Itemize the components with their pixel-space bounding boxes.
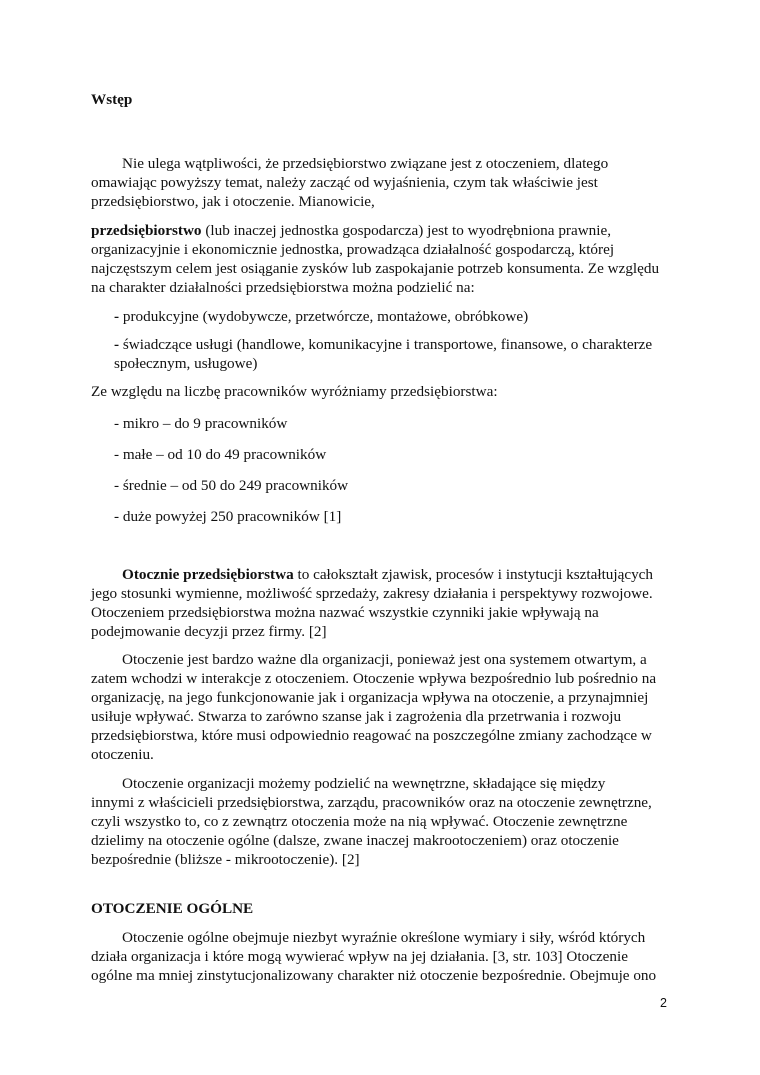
definition-line [91, 221, 611, 240]
size-item: - mikro – do 9 pracowników [114, 415, 288, 432]
bullet-text: świadczące usługi (handlowe, komunikacyjne i transportowe, finansowe, o charakterze [119, 336, 653, 353]
text-line: podejmowanie decyzji przez firmy. [2] [91, 623, 327, 640]
text-line: organizacyjnie i ekonomicznie jednostka, prowadząca działalność gospodarczą, której [91, 241, 615, 258]
activity-bullet-1 [114, 307, 528, 326]
size-item: - średnie – od 50 do 249 pracowników [114, 477, 349, 494]
definition-line [91, 565, 653, 584]
bullet-text: produkcyjne (wydobywcze, przetwórcze, montażowe, obróbkowe) [119, 308, 529, 325]
bullet-marker: - [114, 308, 120, 325]
text-line: społecznym, usługowe) [114, 355, 258, 372]
text-line: dzielimy na otoczenie ogólne (dalsze, zwane inaczej makrootoczeniem) oraz otoczenie [91, 832, 619, 849]
definition-rest: to całokształt zjawisk, procesów i instytucji kształtujących [293, 566, 654, 583]
bullet-marker: - [114, 336, 120, 353]
text-line: organizację, na jego funkcjonowanie jak i organizacja wpływa na otoczenie, a przynajmniej [91, 689, 649, 706]
text-line: zatem wchodzi w interakcje z otoczeniem. Otoczenie wpływa bezpośrednio lub pośrednio na [91, 670, 657, 687]
text-line: przedsiębiorstwa, które musi odpowiednio reagować na poszczególne zmiany zachodzące w [91, 727, 652, 744]
definition-term: Otocznie przedsiębiorstwa [122, 566, 294, 583]
text-line: Nie ulega wątpliwości, że przedsiębiorstwo związane jest z otoczeniem, dlatego [122, 155, 609, 172]
text-line: najczęstszym celem jest osiąganie zysków lub zaspokajanie potrzeb konsumenta. Ze względu [91, 260, 660, 277]
text-line: czyli wszystko to, co z zewnątrz otoczenia może na nią wpływać. Otoczenie zewnętrzne [91, 813, 628, 830]
text-line: usiłuje wpływać. Stwarza to zarówno szanse jak i zagrożenia dla przetrwania i rozwoju [91, 708, 622, 725]
text-line: ogólne ma mniej zinstytucjonalizowany charakter niż otoczenie bezpośrednie. Obejmuje ono [91, 967, 657, 984]
text-line: Otoczenie ogólne obejmuje niezbyt wyraźnie określone wymiary i siły, wśród których [122, 929, 646, 946]
section-heading-intro: Wstęp [91, 91, 133, 108]
text-line: innymi z właścicieli przedsiębiorstwa, zarządu, pracowników oraz na otoczenie zewnętrzne, [91, 794, 652, 811]
text-line: Otoczenie jest bardzo ważne dla organizacji, ponieważ jest ona systemem otwartym, a [122, 651, 647, 668]
text-line: Ze względu na liczbę pracowników wyróżniamy przedsiębiorstwa: [91, 383, 498, 400]
text-line: Otoczenie organizacji możemy podzielić na wewnętrzne, składające się między [122, 775, 606, 792]
text-line: otoczeniu. [91, 746, 154, 763]
text-line: omawiając powyższy temat, należy zacząć od wyjaśnienia, czym tak właściwie jest [91, 174, 598, 191]
activity-bullet-2 [114, 335, 652, 354]
definition-rest: (lub inaczej jednostka gospodarcza) jest to wyodrębniona prawnie, [201, 222, 612, 239]
definition-term: przedsiębiorstwo [91, 222, 202, 239]
size-item: - małe – od 10 do 49 pracowników [114, 446, 327, 463]
text-line: na charakter działalności przedsiębiorstwa można podzielić na: [91, 279, 475, 296]
page-number: 2 [660, 996, 667, 1010]
text-line: przedsiębiorstwo, jak i otoczenie. Mianowicie, [91, 193, 375, 210]
text-line: bezpośrednie (bliższe - mikrootoczenie). [2] [91, 851, 360, 868]
section-heading-general: OTOCZENIE OGÓLNE [91, 900, 254, 917]
text-line: jego stosunki wymienne, możliwość sprzedaży, zakresy działania i perspektywy rozwojowe. [91, 585, 653, 602]
size-item: - duże powyżej 250 pracowników [1] [114, 508, 342, 525]
text-line: Otoczeniem przedsiębiorstwa można nazwać wszystkie czynniki jakie wpływają na [91, 604, 599, 621]
text-line: działa organizacja i które mogą wywierać wpływ na jej działania. [3, str. 103] Otoczenie [91, 948, 628, 965]
